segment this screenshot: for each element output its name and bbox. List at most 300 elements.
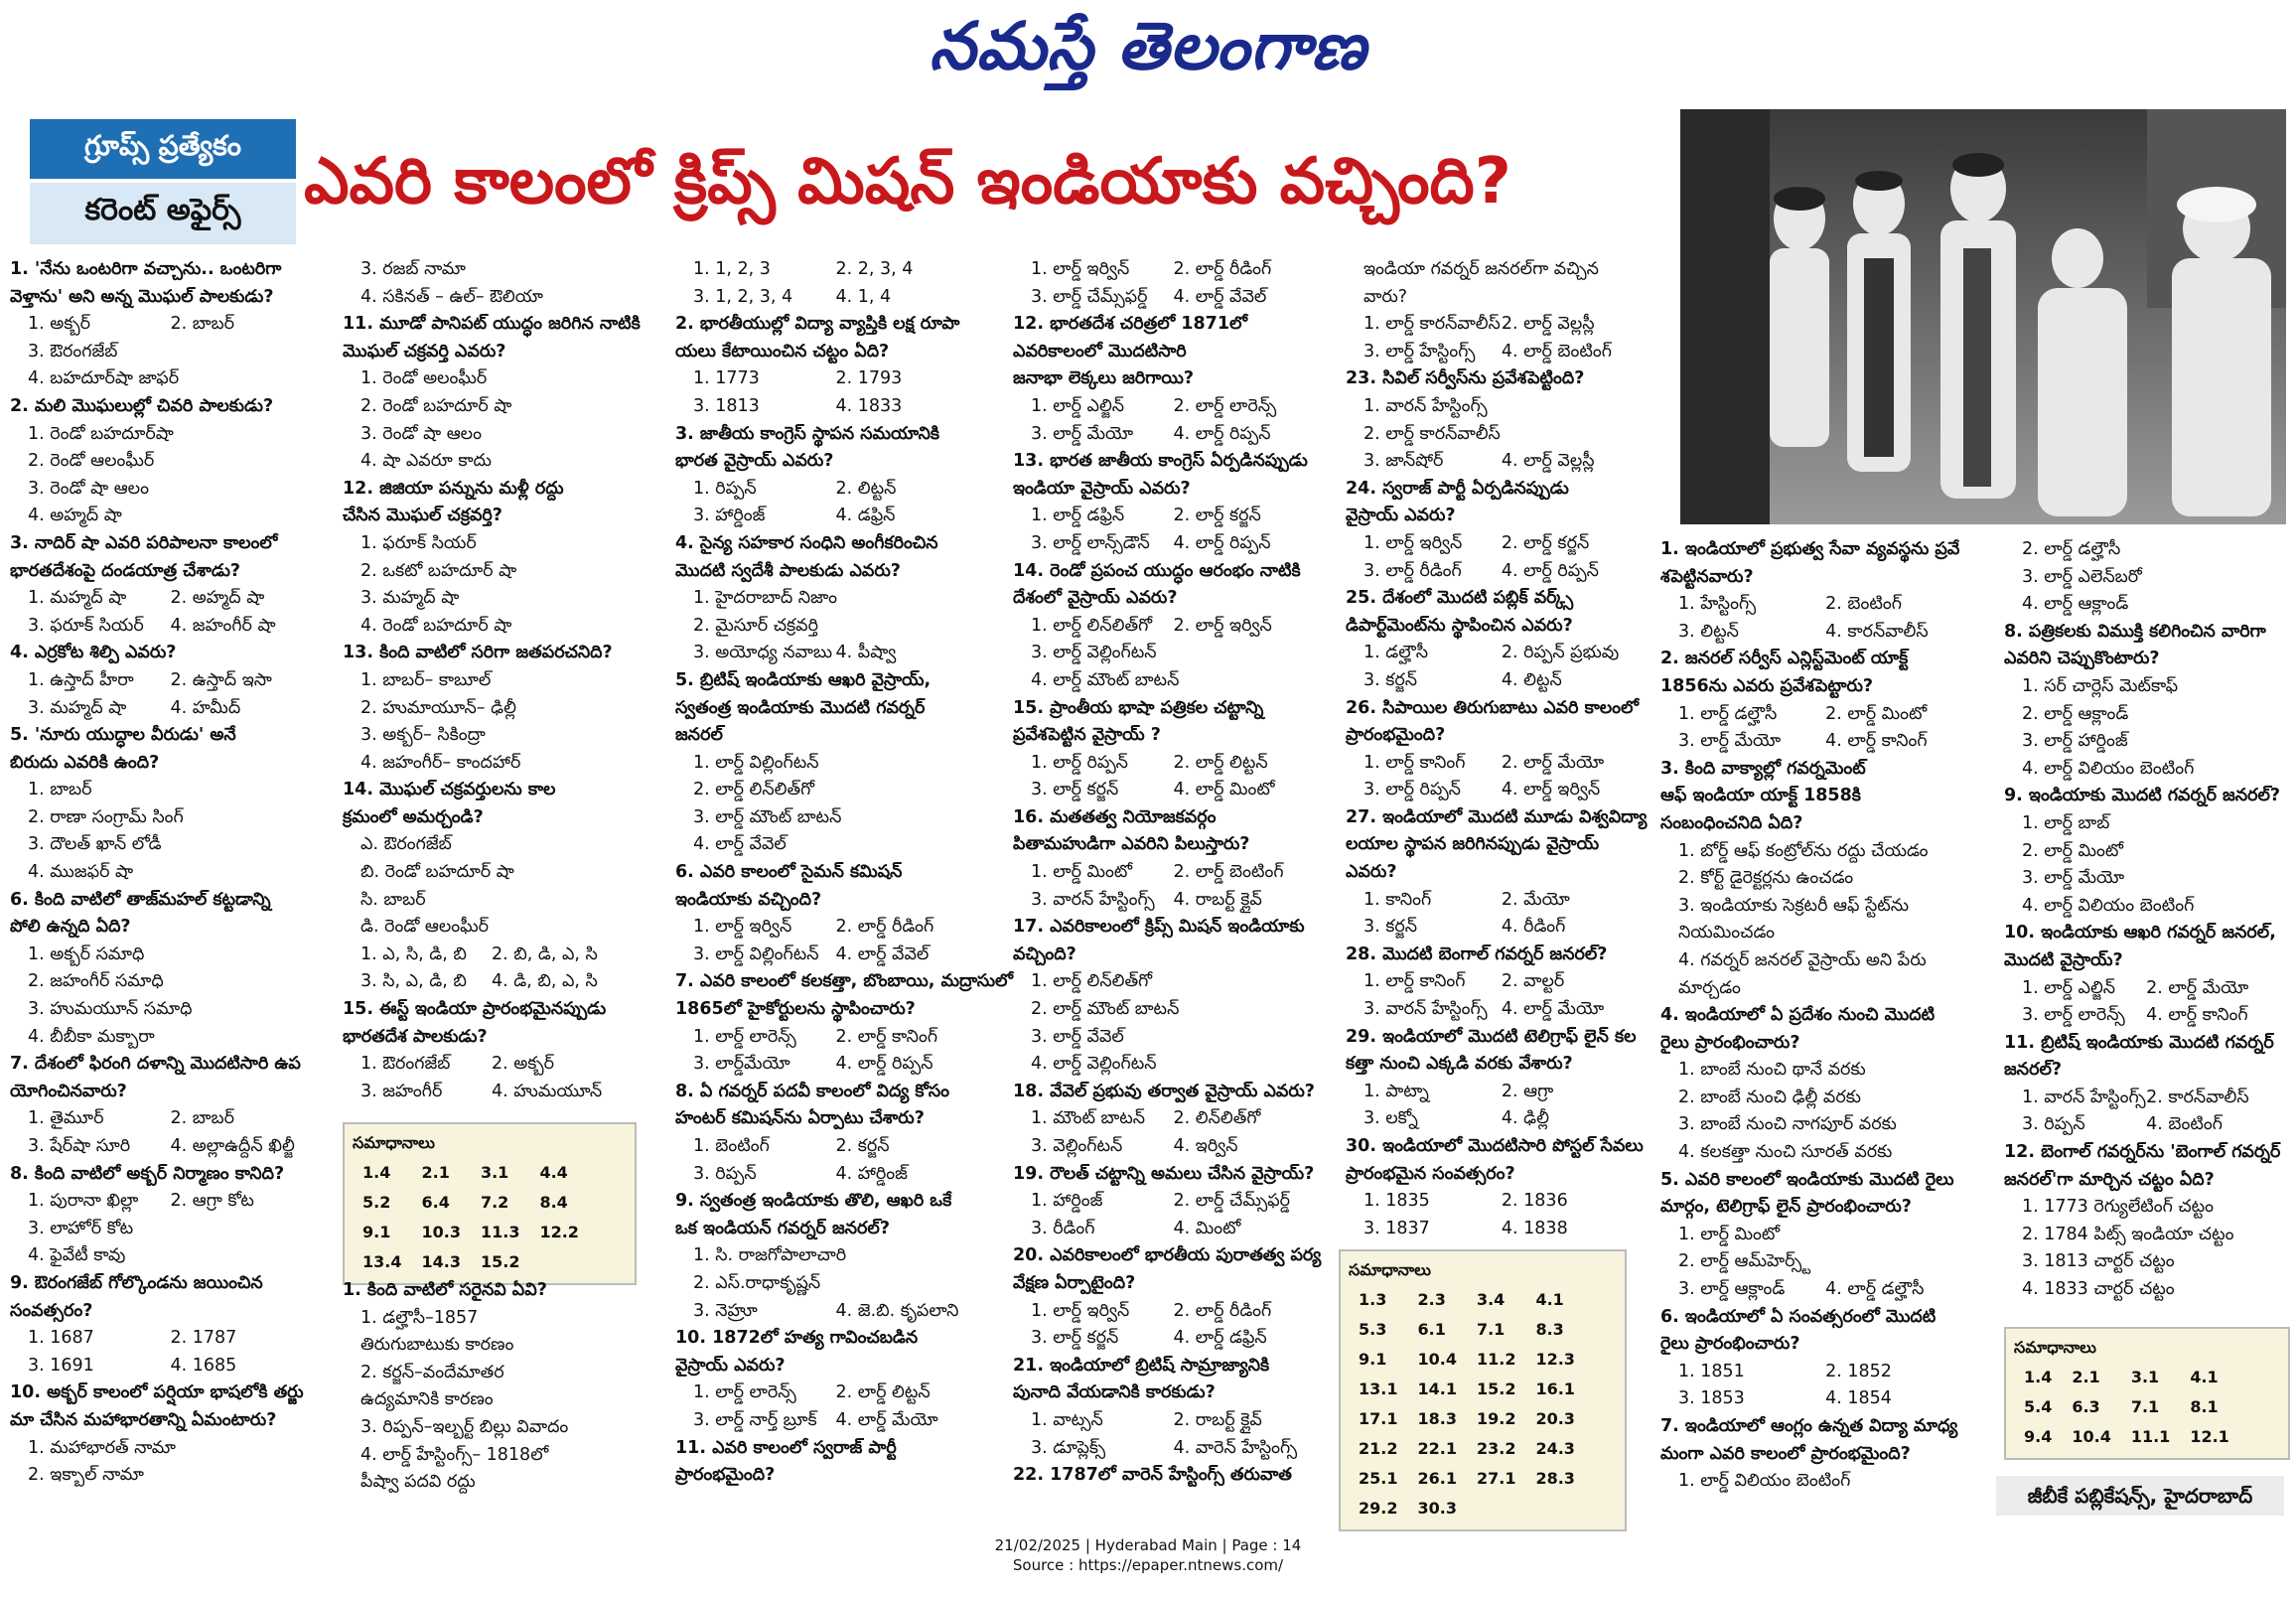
option-text: 4. పీష్వా bbox=[835, 643, 897, 663]
option-text: 3. 1837 bbox=[1363, 1218, 1430, 1238]
question-line: జనరల్ bbox=[675, 725, 723, 746]
answer-cell: 12.1 bbox=[2190, 1427, 2229, 1446]
option-text: 4. బెంటింగ్ bbox=[2146, 1114, 2223, 1135]
option-line bbox=[343, 1079, 646, 1106]
option-line: 4. లార్డ్ హేస్టింగ్స్– 1818లో bbox=[360, 1444, 549, 1465]
option-line: 2. బాంబే నుంచి ఢిల్లీ వరకు bbox=[1678, 1087, 1861, 1107]
option-line bbox=[343, 968, 646, 996]
option-text: 4. లార్డ్ డఫ్రిన్ bbox=[1173, 1328, 1267, 1349]
option-text: 3. లార్డ్ మేయో bbox=[1031, 423, 1134, 444]
option-line bbox=[1346, 968, 1663, 996]
option-line bbox=[1346, 558, 1663, 586]
option-text: 3. అయోధ్య నవాబు bbox=[693, 643, 832, 663]
option-line: 4. జహంగీర్– కాందహార్ bbox=[360, 752, 521, 773]
answers-label: సమాధానాలు bbox=[2014, 1338, 2096, 1357]
question-line: యలు కేటాయించిన చట్టం ఏది? bbox=[675, 341, 890, 362]
option-text: 1. లార్డ్ మింటో bbox=[1031, 862, 1133, 883]
option-line: 3. హుమయూన్ సమాధి bbox=[28, 999, 193, 1020]
question-line: లయాల స్థాపన జరిగినప్పుడు వైస్రాయ్ bbox=[1346, 834, 1600, 855]
option-line: 1. లార్డ్ లిన్‌లిత్‌గో bbox=[1031, 971, 1153, 992]
answers-row bbox=[2014, 1422, 2239, 1452]
question-line: 7. ఇండియాలో ఆంగ్లం ఉన్నత విద్యా మాధ్య bbox=[1660, 1416, 1958, 1436]
answer-cell: 29.2 bbox=[1359, 1499, 1398, 1518]
option-text: 3. డూప్లెక్స్ bbox=[1031, 1437, 1106, 1458]
option-text: 2. బాబర్ bbox=[170, 314, 235, 335]
option-line: 3. దౌలత్ ఖాన్ లోడీ bbox=[28, 834, 162, 855]
option-line: పీష్వా పదవి రద్దు bbox=[360, 1472, 476, 1493]
option-line: 1. హైదరాబాద్ నిజాం bbox=[693, 588, 838, 609]
question-line: 3. కింది వాక్యాల్లో గవర్నమెంట్ bbox=[1660, 758, 1866, 779]
question-line: 30. ఇండియాలో మొదటిసారి పోస్టల్ సేవలు bbox=[1346, 1136, 1644, 1156]
option-text: 4. లార్డ్ వేవెల్ bbox=[1173, 286, 1267, 307]
answers-row bbox=[2014, 1392, 2239, 1422]
option-text: 2. మేయో bbox=[1501, 889, 1570, 910]
option-text: 4. లార్డ్ కానింగ్ bbox=[2146, 1005, 2248, 1026]
option-text: 2. ఉస్తాద్ ఇసా bbox=[170, 669, 272, 690]
question-line: 18. వేవెల్ ప్రభువు తర్వాత వైస్రాయ్ ఎవరు? bbox=[1013, 1081, 1315, 1101]
option-line bbox=[1013, 859, 1341, 887]
column-7 bbox=[2004, 536, 2292, 1304]
option-line bbox=[675, 942, 1003, 969]
question-line: సంవత్సరం? bbox=[10, 1300, 93, 1321]
option-line bbox=[675, 393, 1003, 421]
answer-cell bbox=[1467, 1494, 1525, 1524]
option-line: 1. లార్డ్ విల్లింగ్‌టన్ bbox=[693, 752, 819, 773]
option-line bbox=[10, 585, 338, 613]
option-line: 3. రజబ్ నామా bbox=[360, 259, 466, 279]
question-line: పునాది వేయడానికి కారకుడు? bbox=[1013, 1382, 1216, 1403]
question-line: 15. ప్రాంతీయ భాషా పత్రికల చట్టాన్ని bbox=[1013, 697, 1264, 718]
option-line: 1. డల్హౌసీ–1857 bbox=[360, 1307, 479, 1328]
option-line: 3. మహ్మద్ షా bbox=[360, 588, 460, 609]
question-line: 8. కింది వాటిలో అక్బర్ నిర్మాణం కానిది? bbox=[10, 1163, 285, 1184]
option-text: 2. లార్డ్ ఇర్విన్ bbox=[1173, 615, 1272, 636]
option-line bbox=[1013, 421, 1341, 449]
option-text: 1. రిప్పన్ bbox=[693, 478, 757, 499]
option-line: 2. మైసూర్ చక్రవర్తి bbox=[693, 615, 818, 636]
option-text: 2. కర్జన్ bbox=[835, 1136, 890, 1156]
answer-cell: 9.1 bbox=[362, 1223, 391, 1241]
option-text: 2. కారన్‌వాలీస్ bbox=[2146, 1087, 2249, 1107]
option-line bbox=[343, 942, 646, 969]
option-line bbox=[1013, 256, 1341, 284]
option-line: 1. ఫరూక్ సియర్ bbox=[360, 532, 477, 553]
option-text: 4. జహంగీర్ షా bbox=[170, 615, 276, 636]
answer-cell: 6.4 bbox=[421, 1193, 450, 1212]
option-line bbox=[1346, 640, 1663, 667]
historic-photo bbox=[1680, 109, 2286, 524]
option-line: 1. బాబర్– కాబూల్ bbox=[360, 669, 492, 690]
question-line: మార్గం, టెలిగ్రాఫ్ లైన్ ప్రారంభించారు? bbox=[1660, 1197, 1912, 1218]
option-line bbox=[10, 667, 338, 695]
option-text: 2. లార్డ్ మింటో bbox=[1825, 703, 1928, 724]
answer-cell: 14.1 bbox=[1417, 1379, 1457, 1398]
question-line: 12. బెంగాల్ గవర్నర్‌ను 'బెంగాల్ గవర్నర్ bbox=[2004, 1142, 2281, 1163]
option-text: 2. లార్డ్ మేయో bbox=[1501, 752, 1605, 773]
option-text: 2. లార్డ్ రీడింగ్ bbox=[835, 917, 934, 938]
option-line: 1. లార్డ్ బాబ్ bbox=[2022, 812, 2110, 833]
option-text: 1. లార్డ్ ఎల్జిన్ bbox=[1031, 395, 1125, 416]
answer-cell: 24.3 bbox=[1535, 1439, 1575, 1458]
option-text: 2. అక్బర్ bbox=[492, 1054, 555, 1075]
option-line: తిరుగుబాటుకు కారణం bbox=[360, 1335, 514, 1356]
option-line bbox=[1013, 1216, 1341, 1243]
option-line: 1. వారన్ హేస్టింగ్స్ bbox=[1363, 395, 1488, 416]
question-line: 10. 1872లో హత్య గావించబడిన bbox=[675, 1328, 919, 1349]
option-line bbox=[1013, 1133, 1341, 1161]
column-3 bbox=[675, 256, 1014, 1490]
option-text: 2. లిన్‌లిత్‌గో bbox=[1173, 1108, 1261, 1129]
option-line: 4. ముజఫర్ షా bbox=[28, 862, 134, 883]
option-text: 4. లార్డ్ రిప్పన్ bbox=[835, 1054, 933, 1075]
section-tag-groups: గ్రూప్స్ ప్రత్యేకం bbox=[30, 119, 296, 179]
option-text: 3. లార్డ్ హేస్టింగ్స్ bbox=[1363, 341, 1476, 362]
answers-row bbox=[1349, 1434, 1585, 1464]
question-line: ప్రారంభమైన సంవత్సరం? bbox=[1346, 1163, 1515, 1184]
answers-row bbox=[1349, 1315, 1585, 1345]
question-line: ఎవరికాలంలో మొదటిసారి bbox=[1013, 341, 1187, 362]
option-text: 2. రిప్పన్ ప్రభువు bbox=[1501, 643, 1620, 663]
question-line: 12. జిజియా పన్నును మళ్లీ రద్దు bbox=[343, 478, 564, 499]
question-line: వైస్రాయ్ ఎవరు? bbox=[675, 1355, 786, 1376]
answer-cell: 2.1 bbox=[421, 1163, 450, 1182]
question-line: 20. ఎవరికాలంలో భారతీయ పురాతత్వ పర్య bbox=[1013, 1245, 1322, 1266]
question-line: 3. జాతీయ కాంగ్రెస్ స్థాపన సమయానికి bbox=[675, 423, 940, 444]
publisher-credit: జీబీకే పబ్లికేషన్స్, హైదరాబాద్ bbox=[1996, 1476, 2284, 1516]
option-line bbox=[10, 613, 338, 641]
option-line: 4. లార్డ్ వేవెల్ bbox=[693, 834, 787, 855]
question-line: 7. దేశంలో ఫిరంగి దళాన్ని మొదటిసారి ఉప bbox=[10, 1054, 301, 1075]
option-line bbox=[1346, 996, 1663, 1024]
question-line: 21. ఇండియాలో బ్రిటిష్ సామ్రాజ్యానికి bbox=[1013, 1355, 1270, 1376]
option-line bbox=[1013, 393, 1341, 421]
question-line: మంగా ఎవరి కాలంలో ప్రారంభమైంది? bbox=[1660, 1443, 1911, 1464]
option-line: 4. లార్డ్ మౌంట్ బాటన్ bbox=[1031, 669, 1180, 690]
question-line: 9. ఔరంగజేబ్ గోల్కొండను జయించిన bbox=[10, 1272, 263, 1293]
answers-row bbox=[353, 1247, 589, 1277]
option-text: 3. కర్జన్ bbox=[1363, 669, 1418, 690]
question-line: 6. ఇండియాలో ఏ సంవత్సరంలో మొదటి bbox=[1660, 1306, 1937, 1327]
question-line: 29. ఇండియాలో మొదటి టెలిగ్రాఫ్ లైన్ కల bbox=[1346, 1026, 1637, 1047]
answer-cell: 18.3 bbox=[1417, 1409, 1457, 1428]
option-line: 1. అక్బర్ సమాధి bbox=[28, 944, 145, 964]
answer-cell: 10.4 bbox=[2072, 1427, 2111, 1446]
option-text: 4. లార్డ్ వెల్లస్లీ bbox=[1501, 451, 1595, 472]
option-text: 4. అల్లాఉద్దీన్ ఖిల్జీ bbox=[170, 1136, 295, 1156]
option-line bbox=[1013, 503, 1341, 530]
option-text: 3. వారన్ హేస్టింగ్స్ bbox=[1031, 889, 1155, 910]
column-2 bbox=[343, 256, 646, 1105]
answer-cell: 13.1 bbox=[1359, 1379, 1398, 1398]
option-text: 3. లార్డ్ రీడింగ్ bbox=[1363, 560, 1462, 581]
option-line: 4. రెండో బహదూర్ షా bbox=[360, 615, 512, 636]
option-text: 1. 1, 2, 3 bbox=[693, 259, 771, 279]
option-line: 2. రెండో ఆలంఘీర్ bbox=[28, 451, 155, 472]
option-text: 2. 1852 bbox=[1825, 1361, 1892, 1381]
question-line: మొదటి స్వదేశీ పాలకుడు ఎవరు? bbox=[675, 560, 901, 581]
option-text: 3. లార్డ్ కర్జన్ bbox=[1031, 1328, 1119, 1349]
option-text: 3. 1813 bbox=[693, 395, 760, 416]
answer-cell: 13.4 bbox=[362, 1252, 402, 1271]
question-line: 4. ఇండియాలో ఏ ప్రదేశం నుంచి మొదటి bbox=[1660, 1005, 1936, 1026]
option-text: 2. లార్డ్ లిట్టన్ bbox=[1173, 752, 1268, 773]
option-text: 3. సి, ఎ, డి, బి bbox=[360, 971, 467, 992]
option-line: 3. బాంబే నుంచి నాగపూర్ వరకు bbox=[1678, 1114, 1897, 1135]
option-text: 1. డల్హౌసీ bbox=[1363, 643, 1428, 663]
option-line: 3. లార్డ్ ఎలెన్‌బరో bbox=[2022, 566, 2142, 587]
option-line: 1. మహాభారత్ నామా bbox=[28, 1437, 176, 1458]
option-text: 2. రాబర్ట్ క్లైవ్ bbox=[1173, 1409, 1262, 1430]
option-line bbox=[1346, 667, 1663, 695]
option-line: 3. లార్డ్ మౌంట్ బాటన్ bbox=[693, 806, 842, 827]
option-line bbox=[1013, 777, 1341, 804]
option-line: 3. రెండో షా ఆలం bbox=[28, 478, 149, 499]
answer-cell: 15.2 bbox=[480, 1252, 520, 1271]
answer-cell: 26.1 bbox=[1417, 1469, 1457, 1488]
option-text: 1. లార్డ్ కానింగ్ bbox=[1363, 971, 1466, 992]
question-line: 22. 1787లో వారెన్ హేస్టింగ్స్ తరువాత bbox=[1013, 1465, 1292, 1486]
answer-cell: 15.2 bbox=[1476, 1379, 1516, 1398]
option-text: 3. రిప్పన్ bbox=[693, 1163, 757, 1184]
question-line: డిపార్ట్‌మెంట్‌ను స్థాపించిన ఎవరు? bbox=[1346, 615, 1573, 636]
question-line: పితామహుడిగా ఎవరిని పిలుస్తారు? bbox=[1013, 834, 1250, 855]
answer-cell: 28.3 bbox=[1535, 1469, 1575, 1488]
option-text: 3. రీడింగ్ bbox=[1031, 1218, 1095, 1238]
option-text: 1. అక్బర్ bbox=[28, 314, 91, 335]
option-text: 4. హార్డింజ్ bbox=[835, 1163, 908, 1184]
option-text: 2. లార్డ్ చేమ్స్‌ఫర్డ్ bbox=[1173, 1191, 1291, 1212]
option-text: 2. 1836 bbox=[1501, 1191, 1568, 1212]
question-line: 3. నాదిర్ షా ఎవరి పరిపాలనా కాలంలో bbox=[10, 532, 278, 553]
option-line: ఉద్యమానికి కారణం bbox=[360, 1389, 494, 1410]
question-line: 14. మొఘల్ చక్రవర్తులను కాల bbox=[343, 780, 556, 800]
option-line bbox=[1013, 1105, 1341, 1133]
column-6 bbox=[1660, 536, 1998, 1496]
option-text: 2. లార్డ్ రీడింగ్ bbox=[1173, 259, 1272, 279]
option-text: 4. హుమయూన్ bbox=[492, 1081, 603, 1101]
option-text: 1. లార్డ్ లారెన్స్ bbox=[693, 1026, 796, 1047]
option-text: 3. లార్డ్ రిప్పన్ bbox=[1363, 780, 1461, 800]
answers-box-3 bbox=[2004, 1327, 2290, 1460]
answers-row bbox=[2014, 1363, 2239, 1392]
option-text: 1. తైమూర్ bbox=[28, 1108, 104, 1129]
answer-cell: 30.3 bbox=[1417, 1499, 1457, 1518]
question-line: 2. మలి మొఘలుల్లో చివరి పాలకుడు? bbox=[10, 395, 274, 416]
question-line: వైస్రాయ్ ఎవరు? bbox=[1346, 506, 1456, 526]
option-text: 4. జె.బి. కృపలాని bbox=[835, 1300, 959, 1321]
option-text: 3. లార్డ్ కర్జన్ bbox=[1031, 780, 1119, 800]
option-line bbox=[1013, 1325, 1341, 1353]
question-line: 10. అక్బర్ కాలంలో పర్షియా భాషలోకి తర్జు bbox=[10, 1382, 304, 1403]
option-text: 4. 1, 4 bbox=[835, 286, 892, 307]
question-line: 26. సిపాయిల తిరుగుబాటు ఎవరి కాలంలో bbox=[1346, 697, 1640, 718]
question-line: రైలు ప్రారంభించారు? bbox=[1660, 1334, 1800, 1355]
option-text: 4. కారన్‌వాలీస్ bbox=[1825, 621, 1929, 642]
option-text: 1. ఎ, సి, డి, బి bbox=[360, 944, 467, 964]
option-text: 3. షేర్‌షా సూరి bbox=[28, 1136, 131, 1156]
answer-cell: 2.1 bbox=[2072, 1368, 2100, 1386]
option-line: 2. లార్డ్ కారన్‌వాలీస్ bbox=[1363, 423, 1501, 444]
answer-cell: 23.2 bbox=[1476, 1439, 1516, 1458]
option-text: 2. అహ్మద్ షా bbox=[170, 588, 265, 609]
option-line bbox=[1346, 1079, 1663, 1106]
answers-table-2 bbox=[1349, 1285, 1585, 1524]
answer-cell: 17.1 bbox=[1359, 1409, 1398, 1428]
option-text: 1. 1851 bbox=[1678, 1361, 1745, 1381]
option-text: 1. మౌంట్ బాటన్ bbox=[1031, 1108, 1146, 1129]
question-line: 13. కింది వాటిలో సరిగా జతపరచనిది? bbox=[343, 643, 613, 663]
option-line: 3. లార్డ్ హార్డింజ్ bbox=[2022, 731, 2128, 752]
answers-box-1 bbox=[343, 1122, 637, 1285]
option-text: 3. ఫరూక్ సియర్ bbox=[28, 615, 144, 636]
option-text: 4. లార్డ్ డల్హౌసీ bbox=[1825, 1279, 1925, 1300]
answer-cell: 6.1 bbox=[1417, 1320, 1446, 1339]
question-line: 12. భారతదేశ చరిత్రలో 1871లో bbox=[1013, 314, 1248, 335]
option-line: 2. లార్డ్ మౌంట్ బాటన్ bbox=[1031, 999, 1180, 1020]
question-line: 19. రౌలత్ చట్టాన్ని అమలు చేసిన వైస్రాయ్? bbox=[1013, 1163, 1315, 1184]
option-text: 3. లార్డ్ నార్త్ బ్రూక్ bbox=[693, 1409, 817, 1430]
option-line: 3. లార్డ్ వెల్లింగ్‌టన్ bbox=[1031, 643, 1157, 663]
option-line bbox=[2004, 1111, 2292, 1139]
question-line: 11. బ్రిటిష్ ఇండియాకు మొదటి గవర్నర్ bbox=[2004, 1032, 2274, 1053]
option-line: 4. ఫైవేటీ కావు bbox=[28, 1245, 126, 1266]
option-line: 2. లార్డ్ లిన్‌లిత్‌గో bbox=[693, 780, 815, 800]
option-line bbox=[1013, 284, 1341, 312]
answer-cell: 8.3 bbox=[1535, 1320, 1564, 1339]
question-line: బిరుదు ఎవరికి ఉంది? bbox=[10, 752, 160, 773]
option-text: 2. లిట్టన్ bbox=[835, 478, 897, 499]
option-text: 1. బెంటింగ్ bbox=[693, 1136, 770, 1156]
question-line: 6. ఎవరి కాలంలో సైమన్ కమిషన్ bbox=[675, 862, 903, 883]
question-line: 1. కింది వాటిలో సరైనవి ఏవి? bbox=[343, 1280, 547, 1300]
option-line bbox=[2004, 1085, 2292, 1112]
answer-cell: 9.1 bbox=[1359, 1350, 1387, 1369]
option-line bbox=[1013, 613, 1341, 641]
answer-cell: 1.3 bbox=[1359, 1290, 1387, 1309]
option-text: 4. లార్డ్ వేవెల్ bbox=[835, 944, 930, 964]
option-line: 1. బాంబే నుంచి థానే వరకు bbox=[1678, 1060, 1866, 1081]
option-text: 3. హార్డింజ్ bbox=[693, 506, 766, 526]
option-line bbox=[1013, 1188, 1341, 1216]
question-line: జనరల్'గా మార్చిన చట్టం ఏది? bbox=[2004, 1169, 2215, 1190]
option-line: 3. లార్డ్ మేయో bbox=[2022, 868, 2125, 889]
answers-box-2 bbox=[1339, 1249, 1627, 1531]
answers-table-1 bbox=[353, 1158, 589, 1277]
option-text: 2. లార్డ్ కానింగ్ bbox=[835, 1026, 938, 1047]
option-line bbox=[675, 1133, 1003, 1161]
option-line bbox=[1660, 1276, 1998, 1304]
option-text: 4. వారెన్ హేస్టింగ్స్ bbox=[1173, 1437, 1298, 1458]
question-line: జనాభా లెక్కలు జరిగాయి? bbox=[1013, 368, 1195, 389]
option-text: 2. లార్డ్ రీడింగ్ bbox=[1173, 1300, 1272, 1321]
question-line: 17. ఎవరికాలంలో క్రిప్స్ మిషన్ ఇండియాకు bbox=[1013, 917, 1305, 938]
question-line: 2. భారతీయుల్లో విద్యా వ్యాప్తికి లక్ష రూపా bbox=[675, 314, 960, 335]
section-tags bbox=[30, 119, 296, 244]
question-line: ఒక ఇండియన్ గవర్నర్ జనరల్? bbox=[675, 1218, 890, 1238]
option-text: 1. లార్డ్ కారన్‌వాలీస్ bbox=[1363, 314, 1501, 335]
footer-source: Source : https://epaper.ntnews.com/ bbox=[1012, 1556, 1284, 1574]
option-text: 3. లార్డ్ విల్లింగ్‌టన్ bbox=[693, 944, 819, 964]
answer-cell: 20.3 bbox=[1535, 1409, 1575, 1428]
answer-cell: 4.4 bbox=[539, 1163, 568, 1182]
option-line bbox=[675, 914, 1003, 942]
option-text: 4. డఫ్రిన్ bbox=[835, 506, 896, 526]
option-text: 4. ఢిల్లీ bbox=[1501, 1108, 1549, 1129]
question-line: భారతదేశ పాలకుడు? bbox=[343, 1026, 488, 1047]
option-text: 3. 1691 bbox=[28, 1355, 94, 1376]
question-line: 28. మొదటి బెంగాల్ గవర్నర్ జనరల్? bbox=[1346, 944, 1608, 964]
answers-row bbox=[353, 1158, 589, 1188]
column-2-bottom bbox=[343, 1277, 646, 1497]
answer-cell: 11.1 bbox=[2130, 1427, 2171, 1446]
option-line bbox=[675, 1024, 1003, 1052]
question-line: 5. బ్రిటిష్ ఇండియాకు ఆఖరి వైస్రాయ్, bbox=[675, 669, 932, 690]
option-line: వారు? bbox=[1363, 286, 1408, 307]
option-text: 3. జాన్‌షోర్ bbox=[1363, 451, 1444, 472]
question-line: 13. భారత జాతీయ కాంగ్రెస్ ఏర్పడినప్పుడు bbox=[1013, 451, 1308, 472]
option-line bbox=[675, 1051, 1003, 1079]
question-line: 8. పత్రికలకు విముక్తి కలిగించిన వారిగా bbox=[2004, 621, 2266, 642]
option-line: నియమించడం bbox=[1678, 923, 1776, 944]
option-text: 1. పురానా ఖిల్లా bbox=[28, 1191, 139, 1212]
option-line: 1. 1773 రెగ్యులేటింగ్ చట్టం bbox=[2022, 1197, 2215, 1218]
option-text: 1. లార్డ్ ఇర్విన్ bbox=[1031, 1300, 1130, 1321]
option-line: మార్చడం bbox=[1678, 977, 1741, 998]
answers-row bbox=[353, 1188, 589, 1218]
option-line bbox=[10, 1105, 338, 1133]
option-line bbox=[1346, 1216, 1663, 1243]
column-1 bbox=[10, 256, 338, 1490]
answer-cell: 8.1 bbox=[2190, 1397, 2219, 1416]
option-line: 2. ఇక్బాల్ నామా bbox=[28, 1465, 144, 1486]
option-line bbox=[10, 695, 338, 723]
option-line: 2. ఒకటో బహదూర్ షా bbox=[360, 560, 517, 581]
option-line bbox=[10, 1353, 338, 1380]
option-line bbox=[675, 476, 1003, 504]
question-line: ప్రారంభమైంది? bbox=[1346, 725, 1446, 746]
option-text: 3. లార్డ్ మేయో bbox=[1678, 731, 1782, 752]
question-line: సంబంధించనిది ఏది? bbox=[1660, 812, 1803, 833]
option-text: 3. వెల్లింగ్‌టన్ bbox=[1031, 1136, 1123, 1156]
option-text: 2. లార్డ్ వెల్లస్లీ bbox=[1501, 314, 1595, 335]
question-line: 4. ఎర్రకోట శిల్పి ఎవరు? bbox=[10, 643, 177, 663]
question-line: స్వతంత్ర ఇండియాకు మొదటి గవర్నర్ bbox=[675, 697, 926, 718]
option-line bbox=[675, 256, 1003, 284]
question-line: క్రమంలో అమర్చండి? bbox=[343, 806, 484, 827]
option-line bbox=[1346, 887, 1663, 915]
option-text: 2. 1793 bbox=[835, 368, 903, 389]
question-line: వేక్షణ ఏర్పాటైంది? bbox=[1013, 1272, 1136, 1293]
option-text: 1. లార్డ్ లారెన్స్ bbox=[693, 1382, 796, 1403]
option-text: 4. ఇర్విన్ bbox=[1173, 1136, 1238, 1156]
answer-cell: 3.1 bbox=[480, 1163, 509, 1182]
question-line: 6. కింది వాటిలో తాజ్‌మహల్ కట్టడాన్ని bbox=[10, 889, 271, 910]
option-line: 2. రెండో బహదూర్ షా bbox=[360, 395, 512, 416]
option-line bbox=[675, 1379, 1003, 1407]
option-line: 4. లార్డ్ విలియం బెంటింగ్ bbox=[2022, 758, 2195, 779]
answer-cell: 21.2 bbox=[1359, 1439, 1398, 1458]
option-line bbox=[1013, 1407, 1341, 1435]
option-text: 4. హమీద్ bbox=[170, 697, 241, 718]
answer-cell: 10.3 bbox=[421, 1223, 461, 1241]
option-line: 4. బహదూర్‌షా జాఫర్ bbox=[28, 368, 180, 389]
option-line: 4. లార్డ్ వెల్లింగ్‌టన్ bbox=[1031, 1054, 1157, 1075]
option-text: 1. ఔరంగజేబ్ bbox=[360, 1054, 451, 1075]
option-line: 3. ఔరంగజేబ్ bbox=[28, 341, 118, 362]
option-line: 3. అక్బర్– సికింద్రా bbox=[360, 725, 486, 746]
question-line: 25. దేశంలో మొదటి పబ్లిక్ వర్క్స్ bbox=[1346, 588, 1574, 609]
answers-row bbox=[1349, 1285, 1585, 1315]
